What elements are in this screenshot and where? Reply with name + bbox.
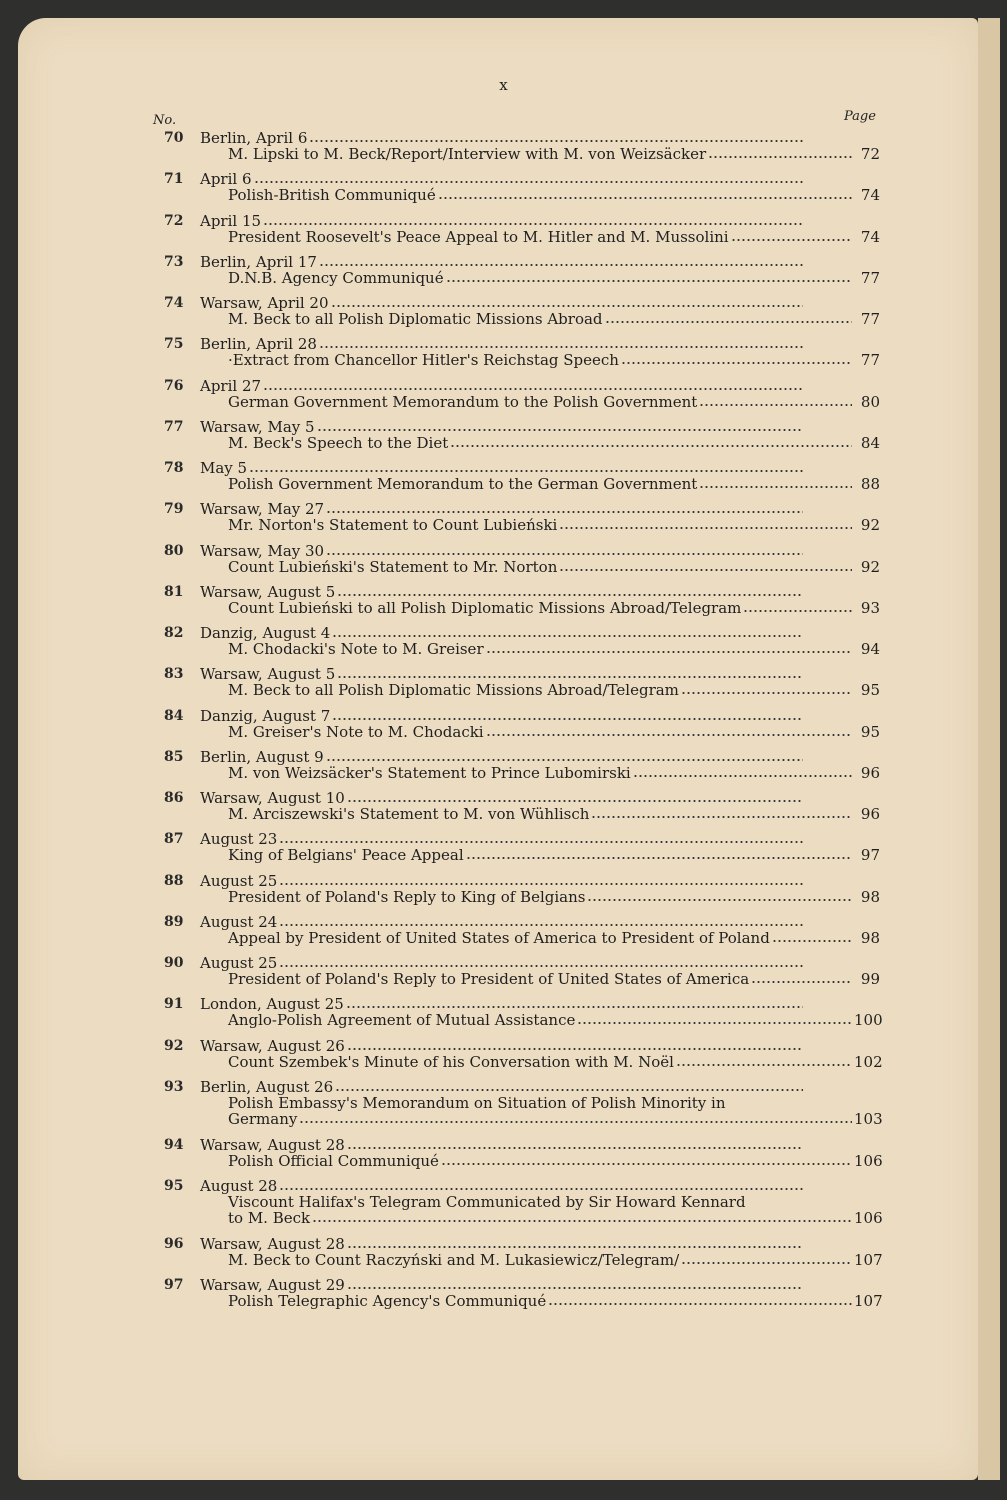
entry-place-date-line bbox=[200, 1079, 805, 1095]
entry-title: President Roosevelt's Peace Appeal to M. Hitler and M. Mussolini bbox=[228, 227, 729, 246]
entry-place-date-line bbox=[200, 666, 805, 682]
dot-leader bbox=[676, 1055, 852, 1067]
entry-page: 72 bbox=[860, 145, 880, 163]
entry-title-line bbox=[228, 930, 880, 946]
toc-entry bbox=[150, 708, 880, 749]
entry-number: 88 bbox=[164, 872, 184, 889]
entry-title: to M. Beck bbox=[228, 1209, 311, 1227]
entry-page: 97 bbox=[860, 846, 880, 865]
dot-leader bbox=[279, 874, 803, 886]
toc-entry bbox=[150, 666, 880, 707]
entry-place-date: Danzig, August 7 bbox=[200, 706, 331, 725]
dot-leader bbox=[577, 1013, 852, 1025]
entry-title-line bbox=[228, 1251, 883, 1269]
entry-page: 80 bbox=[860, 392, 880, 411]
toc-entry bbox=[150, 955, 880, 996]
entry-place-date-line bbox=[200, 1137, 805, 1153]
dot-leader bbox=[681, 683, 852, 695]
column-header-page: Page bbox=[844, 109, 876, 124]
entry-title: Mr. Norton's Statement to Count Lubieński bbox=[228, 516, 558, 535]
entry-place-date: Berlin, August 26 bbox=[200, 1077, 334, 1096]
entry-title-line bbox=[228, 971, 880, 987]
entry-title: President of Poland's Reply to King of Belgians bbox=[228, 887, 586, 906]
entry-place-date-line bbox=[200, 1178, 805, 1194]
entry-place-date: Warsaw, May 30 bbox=[200, 541, 325, 560]
entry-title: Count Szembek's Minute of his Conversation with M. Noël bbox=[228, 1052, 674, 1071]
entry-title-line bbox=[228, 889, 880, 905]
entry-number: 92 bbox=[164, 1037, 184, 1054]
toc-entry bbox=[150, 419, 880, 460]
page-number: x bbox=[499, 76, 508, 94]
toc-entry bbox=[150, 378, 880, 419]
entry-number: 94 bbox=[164, 1136, 184, 1153]
entry-title-line bbox=[228, 352, 880, 368]
entry-title: President of Poland's Reply to President of United States of America bbox=[228, 970, 750, 988]
toc-entry bbox=[150, 790, 880, 831]
entry-number: 82 bbox=[164, 625, 184, 641]
entry-place-date: Danzig, August 4 bbox=[200, 624, 331, 642]
entry-number: 80 bbox=[164, 542, 184, 559]
entry-place-date-line bbox=[200, 460, 805, 476]
entry-number: 97 bbox=[164, 1277, 184, 1294]
entry-page: 103 bbox=[854, 1109, 883, 1128]
entry-place-date-line bbox=[200, 501, 805, 517]
entry-page: 107 bbox=[854, 1251, 883, 1269]
entry-number: 84 bbox=[164, 707, 184, 724]
entry-number: 71 bbox=[164, 171, 184, 188]
entry-place-date: April 6 bbox=[200, 170, 252, 189]
entry-title: Count Lubieński to all Polish Diplomatic Missions Abroad/Telegram bbox=[228, 598, 742, 617]
entry-place-date-line bbox=[200, 419, 805, 435]
entry-place-date-line bbox=[200, 1277, 805, 1293]
dot-leader bbox=[708, 147, 852, 159]
dot-leader bbox=[559, 560, 852, 572]
entry-title-line bbox=[228, 1151, 883, 1170]
toc-entry bbox=[150, 1036, 883, 1079]
entry-place-date: London, August 25 bbox=[200, 995, 344, 1014]
entry-title-line bbox=[228, 1292, 883, 1311]
entry-title: M. Beck's Speech to the Diet bbox=[228, 433, 449, 452]
entry-place-date-line bbox=[200, 996, 805, 1012]
entry-number: 76 bbox=[164, 377, 184, 394]
entry-place-date: Berlin, April 28 bbox=[200, 335, 317, 354]
entry-place-date: August 25 bbox=[200, 871, 278, 890]
entry-place-date: Berlin, April 6 bbox=[200, 129, 308, 147]
toc-entry bbox=[150, 1077, 883, 1137]
entry-place-date: Warsaw, April 20 bbox=[200, 294, 329, 312]
dot-leader bbox=[591, 807, 852, 819]
dot-leader bbox=[743, 601, 852, 613]
toc-entry bbox=[150, 543, 880, 584]
entry-number: 89 bbox=[164, 913, 184, 930]
entry-title-line bbox=[228, 476, 880, 492]
entry-place-date: August 25 bbox=[200, 954, 278, 972]
entry-title-line bbox=[228, 765, 880, 781]
toc-entry bbox=[150, 1276, 883, 1318]
entry-place-date-line bbox=[200, 625, 805, 641]
entry-number: 87 bbox=[164, 831, 184, 848]
dot-leader bbox=[332, 709, 803, 721]
entry-number: 95 bbox=[164, 1178, 184, 1194]
page-edge bbox=[978, 18, 1000, 1480]
entry-title: M. Beck to all Polish Diplomatic Missions Abroad/Telegram bbox=[228, 681, 679, 700]
entry-page: 100 bbox=[854, 1011, 883, 1030]
entry-title-line bbox=[228, 187, 880, 203]
entry-place-date: May 5 bbox=[200, 459, 248, 477]
entry-title: Appeal by President of United States of America to President of Poland bbox=[228, 928, 770, 947]
entry-title: M. Greiser's Note to M. Chodacki bbox=[228, 722, 484, 741]
dot-leader bbox=[317, 420, 803, 432]
entry-number: 75 bbox=[164, 336, 184, 353]
entry-title: Anglo-Polish Agreement of Mutual Assistance bbox=[228, 1011, 576, 1030]
toc-entry bbox=[150, 460, 880, 501]
entry-title: German Government Memorandum to the Polish Government bbox=[228, 392, 698, 411]
entry-place-date: Warsaw, August 5 bbox=[200, 582, 336, 601]
dot-leader bbox=[249, 461, 803, 473]
entry-title-line bbox=[228, 146, 880, 162]
dot-leader bbox=[279, 915, 803, 927]
toc-entry bbox=[150, 295, 880, 336]
dot-leader bbox=[309, 131, 803, 143]
entry-title-first-line: Viscount Halifax's Telegram Communicated by Sir Howard Kennard bbox=[228, 1193, 746, 1211]
entry-place-date: August 24 bbox=[200, 912, 278, 931]
toc-entry bbox=[150, 1235, 883, 1277]
dot-leader bbox=[279, 1179, 803, 1191]
entry-page: 92 bbox=[860, 516, 880, 535]
entry-place-date: April 27 bbox=[200, 376, 262, 395]
dot-leader bbox=[347, 791, 803, 803]
dot-leader bbox=[751, 972, 852, 984]
entry-place-date-line bbox=[200, 543, 805, 559]
entry-title-line bbox=[228, 847, 880, 863]
entry-title-line bbox=[228, 1209, 883, 1227]
dot-leader bbox=[633, 766, 852, 778]
dot-leader bbox=[347, 1237, 803, 1249]
entry-number: 93 bbox=[164, 1078, 184, 1095]
toc-entry bbox=[150, 749, 880, 790]
entry-number: 70 bbox=[164, 130, 184, 146]
toc-entry bbox=[150, 1135, 883, 1178]
toc-entry bbox=[150, 254, 880, 295]
entry-title-line bbox=[228, 1052, 883, 1071]
entry-page: 102 bbox=[854, 1052, 883, 1071]
entry-place-date-line bbox=[200, 708, 805, 724]
entry-place-date: August 28 bbox=[200, 1177, 278, 1195]
entry-place-date-line bbox=[200, 1038, 805, 1054]
toc-entry bbox=[150, 584, 880, 625]
entry-page: 77 bbox=[860, 268, 880, 287]
entry-page: 107 bbox=[854, 1292, 883, 1311]
dot-leader bbox=[319, 337, 803, 349]
entry-place-date-line bbox=[200, 749, 805, 765]
dot-leader bbox=[450, 436, 852, 448]
entry-page: 98 bbox=[860, 928, 880, 947]
entry-title-line bbox=[228, 1109, 883, 1128]
entry-title-line bbox=[228, 517, 880, 533]
entry-title-line bbox=[228, 600, 880, 616]
toc-entry bbox=[150, 171, 880, 212]
entry-page: 92 bbox=[860, 557, 880, 576]
entry-place-date: Warsaw, May 27 bbox=[200, 500, 325, 519]
entry-page: 77 bbox=[860, 310, 880, 328]
dot-leader bbox=[446, 271, 852, 283]
dot-leader bbox=[347, 1039, 803, 1051]
entry-title: Polish-British Communiqué bbox=[228, 186, 436, 205]
dot-leader bbox=[346, 997, 803, 1009]
entry-page: 74 bbox=[860, 227, 880, 246]
entry-number: 96 bbox=[164, 1236, 184, 1252]
toc-entry bbox=[150, 625, 880, 666]
entry-page: 98 bbox=[860, 887, 880, 906]
entry-title: M. Chodacki's Note to M. Greiser bbox=[228, 640, 484, 658]
toc-entry bbox=[150, 213, 880, 254]
entry-title: Polish Telegraphic Agency's Communiqué bbox=[228, 1292, 547, 1311]
entry-title-line bbox=[228, 394, 880, 410]
entry-page: 96 bbox=[860, 805, 880, 823]
entry-place-date-line bbox=[200, 254, 805, 270]
entry-number: 86 bbox=[164, 790, 184, 806]
entry-number: 85 bbox=[164, 748, 184, 765]
dot-leader bbox=[731, 230, 852, 242]
entry-title: M. Arciszewski's Statement to M. von Wühlisch bbox=[228, 805, 590, 823]
dot-leader bbox=[254, 172, 803, 184]
entry-place-date-line bbox=[200, 213, 805, 229]
entry-title-line bbox=[228, 435, 880, 451]
dot-leader bbox=[326, 544, 803, 556]
dot-leader bbox=[335, 1080, 803, 1092]
dot-leader bbox=[559, 518, 852, 530]
column-header-no: No. bbox=[153, 113, 177, 128]
dot-leader bbox=[319, 255, 803, 267]
entry-number: 73 bbox=[164, 253, 184, 270]
entry-number: 78 bbox=[164, 460, 184, 476]
dot-leader bbox=[699, 477, 852, 489]
entry-place-date-line bbox=[200, 914, 805, 930]
table-of-contents bbox=[150, 129, 883, 1319]
toc-entry bbox=[150, 914, 880, 955]
dot-leader bbox=[466, 848, 852, 860]
dot-leader bbox=[279, 956, 803, 968]
entry-title: King of Belgians' Peace Appeal bbox=[228, 846, 464, 865]
toc-entry bbox=[150, 873, 880, 914]
entry-place-date-line bbox=[200, 336, 805, 352]
dot-leader bbox=[772, 931, 852, 943]
dot-leader bbox=[299, 1112, 852, 1124]
dot-leader bbox=[438, 188, 852, 200]
entry-place-date: Warsaw, August 28 bbox=[200, 1235, 345, 1253]
dot-leader bbox=[279, 832, 803, 844]
entry-title-line bbox=[228, 806, 880, 822]
entry-title-line bbox=[228, 724, 880, 740]
dot-leader bbox=[621, 353, 852, 365]
entry-page: 99 bbox=[860, 970, 880, 988]
entry-title: Germany bbox=[228, 1109, 298, 1128]
entry-place-date: Warsaw, August 28 bbox=[200, 1135, 345, 1154]
entry-place-date-line bbox=[200, 831, 805, 847]
dot-leader bbox=[347, 1278, 803, 1290]
entry-number: 90 bbox=[164, 955, 184, 971]
entry-place-date-line bbox=[200, 955, 805, 971]
dot-leader bbox=[347, 1138, 803, 1150]
entry-place-date-line bbox=[200, 295, 805, 311]
dot-leader bbox=[441, 1154, 852, 1166]
entry-page: 94 bbox=[860, 640, 880, 658]
entry-title: Polish Official Communiqué bbox=[228, 1151, 439, 1170]
dot-leader bbox=[699, 395, 852, 407]
entry-title: D.N.B. Agency Communiqué bbox=[228, 268, 444, 287]
entry-title: Count Lubieński's Statement to Mr. Norton bbox=[228, 557, 558, 576]
entry-page: 84 bbox=[860, 433, 880, 452]
entry-place-date-line bbox=[200, 130, 805, 146]
entry-page: 77 bbox=[860, 351, 880, 370]
entry-title-line bbox=[228, 270, 880, 286]
dot-leader bbox=[605, 312, 852, 324]
dot-leader bbox=[337, 585, 803, 597]
dot-leader bbox=[486, 725, 852, 737]
entry-place-date: Warsaw, August 26 bbox=[200, 1036, 345, 1055]
dot-leader bbox=[681, 1253, 852, 1265]
entry-page: 106 bbox=[854, 1151, 883, 1170]
entry-number: 83 bbox=[164, 666, 184, 683]
entry-page: 106 bbox=[854, 1209, 883, 1227]
entry-place-date: Warsaw, August 5 bbox=[200, 665, 336, 684]
toc-entry bbox=[150, 336, 880, 377]
entry-title-line bbox=[228, 559, 880, 575]
entry-page: 95 bbox=[860, 681, 880, 700]
toc-entry bbox=[150, 501, 880, 542]
entry-title: M. Beck to Count Raczyński and M. Lukasiewicz/Telegram/ bbox=[228, 1251, 680, 1269]
entry-title: M. Lipski to M. Beck/Report/Interview with M. von Weizsäcker bbox=[228, 145, 707, 163]
toc-entry bbox=[150, 995, 883, 1037]
dot-leader bbox=[548, 1294, 852, 1306]
entry-number: 79 bbox=[164, 501, 184, 518]
entry-title-first-line: Polish Embassy's Memorandum on Situation of Polish Minority in bbox=[228, 1093, 726, 1112]
entry-place-date-line bbox=[200, 1236, 805, 1252]
dot-leader bbox=[587, 890, 852, 902]
entry-title-line bbox=[228, 641, 880, 657]
entry-title-line bbox=[228, 1011, 883, 1030]
toc-entry bbox=[150, 831, 880, 872]
entry-place-date: Warsaw, May 5 bbox=[200, 417, 315, 436]
dot-leader bbox=[312, 1211, 852, 1223]
entry-page: 93 bbox=[860, 598, 880, 617]
dot-leader bbox=[337, 667, 803, 679]
entry-place-date: August 23 bbox=[200, 830, 278, 849]
toc-entry bbox=[150, 130, 880, 171]
entry-number: 74 bbox=[164, 295, 184, 311]
entry-number: 91 bbox=[164, 996, 184, 1013]
entry-place-date-line bbox=[200, 378, 805, 394]
entry-place-date-line bbox=[200, 171, 805, 187]
entry-title: ·Extract from Chancellor Hitler's Reichstag Speech bbox=[228, 351, 619, 370]
entry-title-line bbox=[228, 311, 880, 327]
entry-place-date: April 15 bbox=[200, 211, 262, 230]
entry-title: M. von Weizsäcker's Statement to Prince Lubomirski bbox=[228, 763, 631, 782]
entry-place-date-line bbox=[200, 873, 805, 889]
dot-leader bbox=[331, 296, 803, 308]
toc-entry bbox=[150, 1177, 883, 1236]
entry-place-date-line bbox=[200, 584, 805, 600]
entry-number: 72 bbox=[164, 212, 184, 229]
entry-page: 96 bbox=[860, 763, 880, 782]
entry-title-line bbox=[228, 229, 880, 245]
entry-number: 81 bbox=[164, 583, 184, 600]
entry-page: 88 bbox=[860, 475, 880, 493]
entry-place-date-line bbox=[200, 790, 805, 806]
entry-number: 77 bbox=[164, 418, 184, 435]
dot-leader bbox=[326, 502, 803, 514]
entry-page: 74 bbox=[860, 186, 880, 205]
entry-place-date: Warsaw, August 10 bbox=[200, 789, 345, 807]
entry-title-line bbox=[228, 682, 880, 698]
dot-leader bbox=[486, 642, 852, 654]
entry-title: Polish Government Memorandum to the German Government bbox=[228, 475, 698, 493]
dot-leader bbox=[332, 626, 803, 638]
entry-place-date: Berlin, April 17 bbox=[200, 252, 317, 271]
entry-title: M. Beck to all Polish Diplomatic Missions Abroad bbox=[228, 310, 603, 328]
dot-leader bbox=[263, 379, 803, 391]
dot-leader bbox=[326, 750, 803, 762]
entry-page: 95 bbox=[860, 722, 880, 741]
entry-place-date: Warsaw, August 29 bbox=[200, 1276, 345, 1295]
dot-leader bbox=[263, 214, 803, 226]
entry-place-date: Berlin, August 9 bbox=[200, 747, 324, 766]
